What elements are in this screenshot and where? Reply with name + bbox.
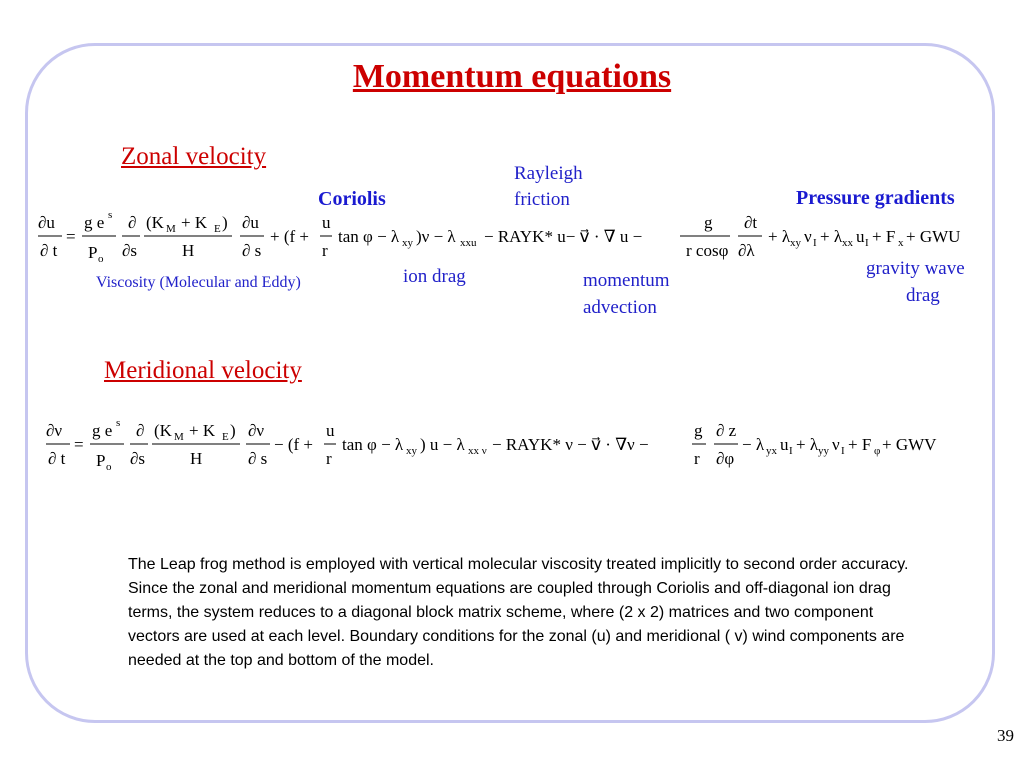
- svg-text:∂u: ∂u: [242, 213, 259, 232]
- svg-text:I: I: [789, 445, 793, 457]
- svg-text:ν: ν: [832, 435, 840, 454]
- svg-text:u: u: [780, 435, 789, 454]
- gravity-wave-label-line1: gravity wave: [866, 258, 965, 279]
- meridional-heading: Meridional velocity: [104, 357, 302, 384]
- slide-title: Momentum equations: [352, 58, 672, 95]
- svg-text:xx: xx: [842, 237, 853, 249]
- svg-text:∂ν: ∂ν: [248, 421, 265, 440]
- page-number: 39: [997, 726, 1014, 745]
- zonal-equation: [36, 206, 1006, 266]
- svg-text:H: H: [182, 241, 195, 260]
- momentum-advection-label-line2: advection: [583, 297, 657, 318]
- svg-text:u: u: [326, 421, 335, 440]
- svg-text:r: r: [694, 449, 700, 468]
- svg-text:E: E: [222, 431, 229, 443]
- svg-text:tan φ − λ: tan φ − λ: [342, 435, 404, 454]
- svg-text:I: I: [841, 445, 845, 457]
- svg-text:+ K: + K: [181, 213, 208, 232]
- svg-text:o: o: [98, 253, 104, 265]
- svg-text:∂φ: ∂φ: [716, 449, 735, 468]
- svg-text:∂ν: ∂ν: [46, 421, 63, 440]
- svg-text:M: M: [166, 223, 176, 235]
- svg-text:o: o: [106, 461, 112, 473]
- zonal-heading: Zonal velocity: [121, 143, 267, 170]
- svg-text:x: x: [898, 237, 904, 249]
- momentum-advection-label-line1: momentum: [583, 270, 670, 291]
- svg-text:E: E: [214, 223, 221, 235]
- viscosity-label: Viscosity (Molecular and Eddy): [96, 274, 301, 291]
- svg-text:yx: yx: [766, 445, 777, 457]
- svg-text:r: r: [322, 241, 328, 260]
- svg-text:− RAYK* ν − v⃗ · ∇ν −: − RAYK* ν − v⃗ · ∇ν −: [492, 435, 649, 454]
- svg-text:): ): [230, 421, 236, 440]
- svg-text:) u − λ: ) u − λ: [420, 435, 465, 454]
- svg-text:)ν − λ: )ν − λ: [416, 227, 456, 246]
- svg-text:g e: g e: [92, 421, 113, 440]
- svg-text:g: g: [694, 421, 703, 440]
- svg-text:xxu: xxu: [460, 237, 477, 249]
- svg-text:g: g: [704, 213, 713, 232]
- svg-text:u: u: [856, 227, 865, 246]
- rayleigh-label-line2: friction: [514, 189, 570, 210]
- svg-text:s: s: [116, 417, 121, 429]
- svg-text:): ): [222, 213, 228, 232]
- svg-text:∂ s: ∂ s: [248, 449, 268, 468]
- svg-text:+ GWU: + GWU: [906, 227, 961, 246]
- svg-text:+ GWV: + GWV: [882, 435, 937, 454]
- svg-text:∂: ∂: [136, 421, 145, 440]
- svg-text:∂: ∂: [128, 213, 137, 232]
- svg-text:s: s: [108, 209, 113, 221]
- svg-text:xx ν: xx ν: [468, 445, 487, 457]
- coriolis-label: Coriolis: [318, 188, 386, 210]
- svg-text:+ K: + K: [189, 421, 216, 440]
- svg-text:+ F: + F: [848, 435, 872, 454]
- rayleigh-label-line1: Rayleigh: [514, 163, 583, 184]
- svg-text:∂u: ∂u: [38, 213, 55, 232]
- svg-text:I: I: [865, 237, 869, 249]
- svg-text:∂t: ∂t: [744, 213, 758, 232]
- ion-drag-label: ion drag: [403, 266, 466, 287]
- svg-text:xy: xy: [790, 237, 801, 249]
- svg-text:yy: yy: [818, 445, 829, 457]
- svg-text:∂s: ∂s: [122, 241, 138, 260]
- svg-text:∂λ: ∂λ: [738, 241, 755, 260]
- meridional-equation: [44, 414, 1004, 474]
- svg-text:∂ t: ∂ t: [40, 241, 58, 260]
- svg-text:− RAYK* u− v⃗ · ∇ u −: − RAYK* u− v⃗ · ∇ u −: [484, 227, 643, 246]
- svg-text:tan φ − λ: tan φ − λ: [338, 227, 400, 246]
- svg-text:r: r: [326, 449, 332, 468]
- svg-text:I: I: [813, 237, 817, 249]
- svg-text:∂ t: ∂ t: [48, 449, 66, 468]
- svg-text:(K: (K: [154, 421, 172, 440]
- gravity-wave-label-line2: drag: [906, 285, 940, 306]
- svg-text:P: P: [96, 451, 106, 470]
- method-paragraph: The Leap frog method is employed with vertical molecular viscosity treated implicitly to second order accuracy. Since the zonal and meridional momentum equations are coupled through Coriolis and off-diagonal ion drag terms, the system reduces to a diagonal block matrix scheme, where (2 x 2) matrices and two component vectors are used at each level. Boundary conditions for the zonal (u) and meridional ( v) wind components are needed at the top and bottom of the model.: [128, 556, 909, 669]
- svg-text:g e: g e: [84, 213, 105, 232]
- svg-text:− λ: − λ: [742, 435, 765, 454]
- svg-text:− (f +: − (f +: [274, 435, 313, 454]
- svg-text:+ λ: + λ: [768, 227, 791, 246]
- svg-text:xy: xy: [402, 237, 413, 249]
- svg-text:=: =: [74, 435, 84, 454]
- svg-text:φ: φ: [874, 445, 881, 457]
- svg-text:ν: ν: [804, 227, 812, 246]
- svg-text:∂ s: ∂ s: [242, 241, 262, 260]
- svg-text:H: H: [190, 449, 203, 468]
- svg-text:M: M: [174, 431, 184, 443]
- svg-text:+ F: + F: [872, 227, 896, 246]
- svg-text:∂s: ∂s: [130, 449, 146, 468]
- svg-text:xy: xy: [406, 445, 417, 457]
- svg-text:+ λ: + λ: [820, 227, 843, 246]
- svg-text:u: u: [322, 213, 331, 232]
- pressure-gradients-label: Pressure gradients: [796, 187, 955, 209]
- svg-text:r cosφ: r cosφ: [686, 241, 729, 260]
- svg-text:∂ z: ∂ z: [716, 421, 737, 440]
- svg-text:P: P: [88, 243, 98, 262]
- svg-text:+ λ: + λ: [796, 435, 819, 454]
- svg-text:=: =: [66, 227, 76, 246]
- svg-text:+ (f +: + (f +: [270, 227, 309, 246]
- svg-text:(K: (K: [146, 213, 164, 232]
